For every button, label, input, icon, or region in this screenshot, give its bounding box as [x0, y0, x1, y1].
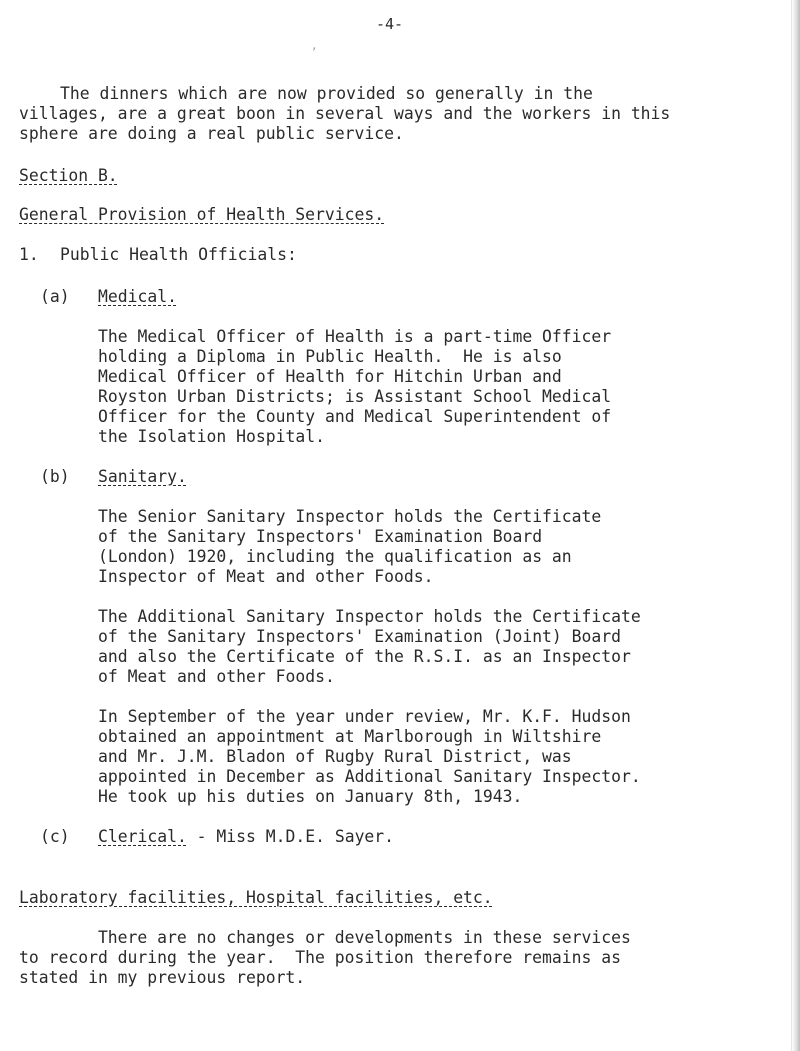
medical-heading: Medical. [98, 287, 177, 306]
item-b-letter: (b) [40, 467, 70, 486]
page-edge-line [791, 0, 792, 1051]
item-a-letter: (a) [40, 287, 70, 306]
closing-line-1: There are no changes or developments in these services [19, 928, 631, 947]
laboratory-heading: Laboratory facilities, Hospital facilities, etc. [19, 888, 493, 907]
section-heading: General Provision of Health Services. [19, 205, 385, 224]
item-c-letter: (c) [40, 827, 70, 846]
intro-line-3: sphere are doing a real public service. [19, 124, 404, 143]
clerical-text: - Miss M.D.E. Sayer. [186, 827, 395, 846]
sanitary-heading: Sanitary. [98, 467, 187, 486]
intro-line-1: The dinners which are now provided so generally in the [60, 84, 593, 103]
sanitary-p2-line-2: of the Sanitary Inspectors' Examination (Joint) Board [98, 627, 622, 646]
sanitary-p3-line-4: appointed in December as Additional Sanitary Inspector. [98, 767, 641, 786]
page-edge-shadow [792, 0, 800, 1051]
medical-line-5: Officer for the County and Medical Superintendent of [98, 407, 612, 426]
medical-line-6: the Isolation Hospital. [98, 427, 325, 446]
item-1-number: 1. [19, 245, 39, 264]
margin-mark: , [311, 39, 318, 52]
sanitary-p1-line-1: The Senior Sanitary Inspector holds the Certificate [98, 507, 602, 526]
section-label: Section B. [19, 166, 118, 185]
sanitary-p3-line-2: obtained an appointment at Marlborough in Wiltshire [98, 727, 602, 746]
sanitary-p1-line-2: of the Sanitary Inspectors' Examination Board [98, 527, 543, 546]
closing-line-2: to record during the year. The position therefore remains as [19, 948, 621, 967]
closing-line-3: stated in my previous report. [19, 968, 306, 987]
clerical-heading: Clerical. [98, 827, 187, 846]
sanitary-p2-line-1: The Additional Sanitary Inspector holds the Certificate [98, 607, 641, 626]
sanitary-p2-line-4: of Meat and other Foods. [98, 667, 335, 686]
medical-line-3: Medical Officer of Health for Hitchin Urban and [98, 367, 562, 386]
item-1-title: Public Health Officials: [60, 245, 297, 264]
sanitary-p3-line-3: and Mr. J.M. Bladon of Rugby Rural District, was [98, 747, 572, 766]
sanitary-p1-line-4: Inspector of Meat and other Foods. [98, 567, 434, 586]
sanitary-p3-line-1: In September of the year under review, Mr. K.F. Hudson [98, 707, 631, 726]
sanitary-p3-line-5: He took up his duties on January 8th, 1943. [98, 787, 523, 806]
medical-line-4: Royston Urban Districts; is Assistant School Medical [98, 387, 612, 406]
sanitary-p2-line-3: and also the Certificate of the R.S.I. as an Inspector [98, 647, 631, 666]
page-number: -4- [376, 15, 404, 33]
medical-line-2: holding a Diploma in Public Health. He is also [98, 347, 562, 366]
intro-line-2: villages, are a great boon in several ways and the workers in this [19, 104, 671, 123]
clerical-line [98, 827, 394, 847]
medical-line-1: The Medical Officer of Health is a part-time Officer [98, 327, 612, 346]
sanitary-p1-line-3: (London) 1920, including the qualification as an [98, 547, 572, 566]
